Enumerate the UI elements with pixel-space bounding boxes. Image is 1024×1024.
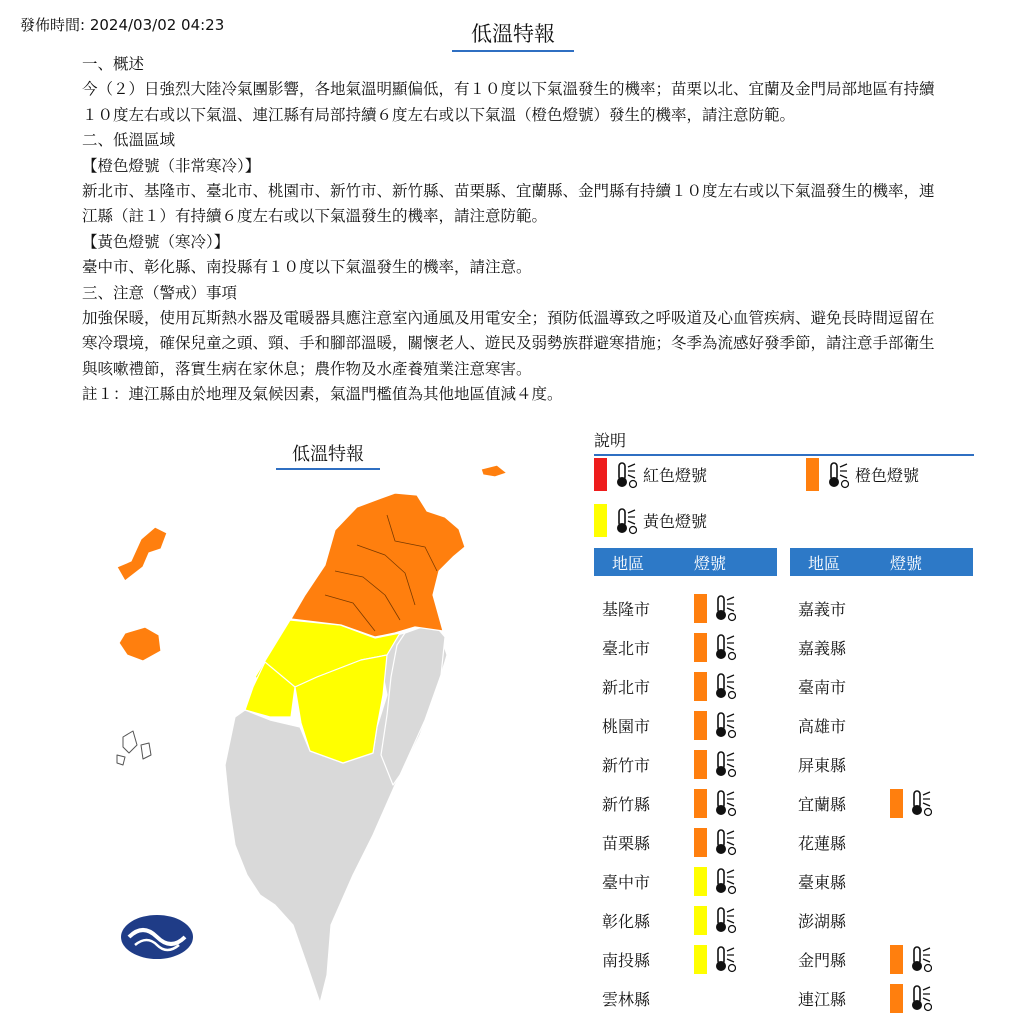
table-header-right: [790, 548, 973, 576]
legend-yellow: [594, 504, 707, 537]
thermometer-icon: [910, 945, 932, 973]
region-name: 新北市: [602, 677, 651, 697]
paragraph: 臺中市、彰化縣、南投縣有１０度以下氣溫發生的機率，請注意。: [82, 258, 532, 277]
region-name: 嘉義縣: [798, 638, 847, 658]
map-region-north: [291, 493, 465, 637]
table-row: [798, 749, 978, 779]
signal-indicator-orange: [694, 671, 742, 701]
signal-indicator-orange: [694, 632, 742, 662]
region-name: 南投縣: [602, 950, 651, 970]
thermometer-icon: [910, 789, 932, 817]
signal-indicator-orange: [694, 827, 742, 857]
region-name: 宜蘭縣: [798, 794, 847, 814]
column-header-signal: 燈號: [890, 553, 923, 573]
map-title: 低溫特報: [276, 440, 380, 470]
region-name: 臺中市: [602, 872, 651, 892]
table-row: [602, 632, 782, 662]
region-name: 金門縣: [798, 950, 847, 970]
table-row: [602, 593, 782, 623]
thermometer-icon: [714, 711, 736, 739]
paragraph: 今（２）日強烈大陸冷氣團影響，各地氣溫明顯偏低，有１０度以下氣溫發生的機率；苗栗以北、宜蘭及金門局部地區有持續１０度左右或以下氣溫、連江縣有局部持續６度左右或以下氣溫（橙色燈號）發生的機率，請注意防範。: [82, 80, 935, 124]
signal-indicator-yellow: [694, 866, 742, 896]
signal-indicator-yellow: [694, 944, 742, 974]
section-heading: 二、低溫區域: [82, 131, 176, 150]
thermometer-icon: [714, 828, 736, 856]
legend-title: 說明: [594, 428, 974, 456]
legend-red: [594, 458, 707, 491]
orange-swatch: [694, 633, 707, 662]
legend-orange-label: 橙色燈號: [855, 466, 920, 485]
yellow-swatch: [594, 504, 607, 537]
orange-swatch: [890, 984, 903, 1013]
orange-swatch: [694, 750, 707, 779]
legend-yellow-label: 黃色燈號: [643, 512, 708, 531]
orange-swatch: [694, 672, 707, 701]
table-row: [798, 632, 978, 662]
taiwan-map: [95, 455, 565, 1015]
orange-swatch: [694, 594, 707, 623]
table-row: [798, 983, 978, 1013]
region-name: 基隆市: [602, 599, 651, 619]
table-row: [602, 671, 782, 701]
map-region-penghu: [117, 731, 151, 765]
thermometer-icon: [714, 750, 736, 778]
column-header-region: 地區: [612, 553, 645, 573]
region-name: 臺南市: [798, 677, 847, 697]
map-region-matsu: [481, 465, 507, 477]
table-row: [798, 944, 978, 974]
orange-swatch: [694, 711, 707, 740]
section-heading: 一、概述: [82, 55, 145, 73]
region-name: 嘉義市: [798, 599, 847, 619]
page-title: 低溫特報: [452, 18, 574, 52]
region-name: 花蓮縣: [798, 833, 847, 853]
orange-swatch: [890, 789, 903, 818]
subheading: 【黃色燈號（寒冷）】: [82, 232, 230, 251]
yellow-swatch: [694, 867, 707, 896]
table-row: [602, 710, 782, 740]
section-heading: 三、注意（警戒）事項: [82, 283, 238, 302]
paragraph: 加強保暖，使用瓦斯熱水器及電暖器具應注意室內通風及用電安全；預防低溫導致之呼吸道及心血管疾病、避免長時間逗留在寒冷環境，確保兒童之頭、頸、手和腳部溫暖，關懷老人、遊民及弱勢族群避寒措施；冬季為流感好發季節，請注意手部衛生與咳嗽禮節，落實生病在家休息；農作物及水產養殖業注意寒害。: [82, 309, 935, 378]
thermometer-icon: [714, 789, 736, 817]
thermometer-icon: [714, 945, 736, 973]
table-row: [798, 788, 978, 818]
table-row: [602, 944, 782, 974]
map-region-kinmen: [119, 627, 161, 661]
bulletin-body: [82, 52, 944, 408]
region-name: 臺東縣: [798, 872, 847, 892]
signal-indicator-yellow: [694, 905, 742, 935]
table-row: [798, 710, 978, 740]
thermometer-icon: [714, 672, 736, 700]
table-row: [602, 905, 782, 935]
cwa-logo: [121, 915, 193, 959]
table-row: [798, 905, 978, 935]
yellow-swatch: [694, 945, 707, 974]
red-swatch: [594, 458, 607, 491]
orange-swatch: [890, 945, 903, 974]
region-name: 桃園市: [602, 716, 651, 736]
region-name: 彰化縣: [602, 911, 651, 931]
legend-red-label: 紅色燈號: [643, 466, 708, 485]
table-row: [602, 827, 782, 857]
signal-indicator-orange: [694, 788, 742, 818]
region-name: 雲林縣: [602, 989, 651, 1009]
table-row: [798, 827, 978, 857]
thermometer-icon: [910, 984, 932, 1012]
subheading: 【橙色燈號（非常寒冷）】: [82, 156, 261, 175]
thermometer-icon: [615, 507, 637, 535]
region-name: 澎湖縣: [798, 911, 847, 931]
column-header-signal: 燈號: [694, 553, 727, 573]
region-name: 高雄市: [798, 716, 847, 736]
orange-swatch: [806, 458, 819, 491]
signal-indicator-orange: [694, 749, 742, 779]
region-name: 新竹市: [602, 755, 651, 775]
region-name: 新竹縣: [602, 794, 651, 814]
signal-indicator-orange: [694, 593, 742, 623]
table-row: [798, 866, 978, 896]
map-region-kinmen-north: [117, 527, 167, 581]
table-row: [602, 749, 782, 779]
signal-indicator-orange: [890, 788, 938, 818]
table-row: [798, 671, 978, 701]
thermometer-icon: [714, 594, 736, 622]
thermometer-icon: [827, 461, 849, 489]
thermometer-icon: [615, 461, 637, 489]
region-name: 苗栗縣: [602, 833, 651, 853]
footnote: 註１：連江縣由於地理及氣候因素，氣溫門檻值為其他地區值減４度。: [82, 385, 563, 404]
yellow-swatch: [694, 906, 707, 935]
region-name: 連江縣: [798, 989, 847, 1009]
orange-swatch: [694, 789, 707, 818]
paragraph: 新北市、基隆市、臺北市、桃園市、新竹市、新竹縣、苗栗縣、宜蘭縣、金門縣有持續１０度左右或以下氣溫發生的機率，連江縣（註１）有持續６度左右或以下氣溫發生的機率，請注意防範。: [82, 182, 935, 226]
signal-indicator-orange: [890, 983, 938, 1013]
table-row: [602, 983, 782, 1013]
table-row: [602, 788, 782, 818]
issued-time: 發佈時間: 2024/03/02 04:23: [20, 16, 225, 34]
signal-indicator-orange: [694, 710, 742, 740]
region-name: 屏東縣: [798, 755, 847, 775]
thermometer-icon: [714, 906, 736, 934]
table-header-left: [594, 548, 777, 576]
signal-indicator-orange: [890, 944, 938, 974]
orange-swatch: [694, 828, 707, 857]
column-header-region: 地區: [808, 553, 841, 573]
thermometer-icon: [714, 867, 736, 895]
table-row: [798, 593, 978, 623]
legend-orange: [806, 458, 919, 491]
thermometer-icon: [714, 633, 736, 661]
table-row: [602, 866, 782, 896]
region-name: 臺北市: [602, 638, 651, 658]
